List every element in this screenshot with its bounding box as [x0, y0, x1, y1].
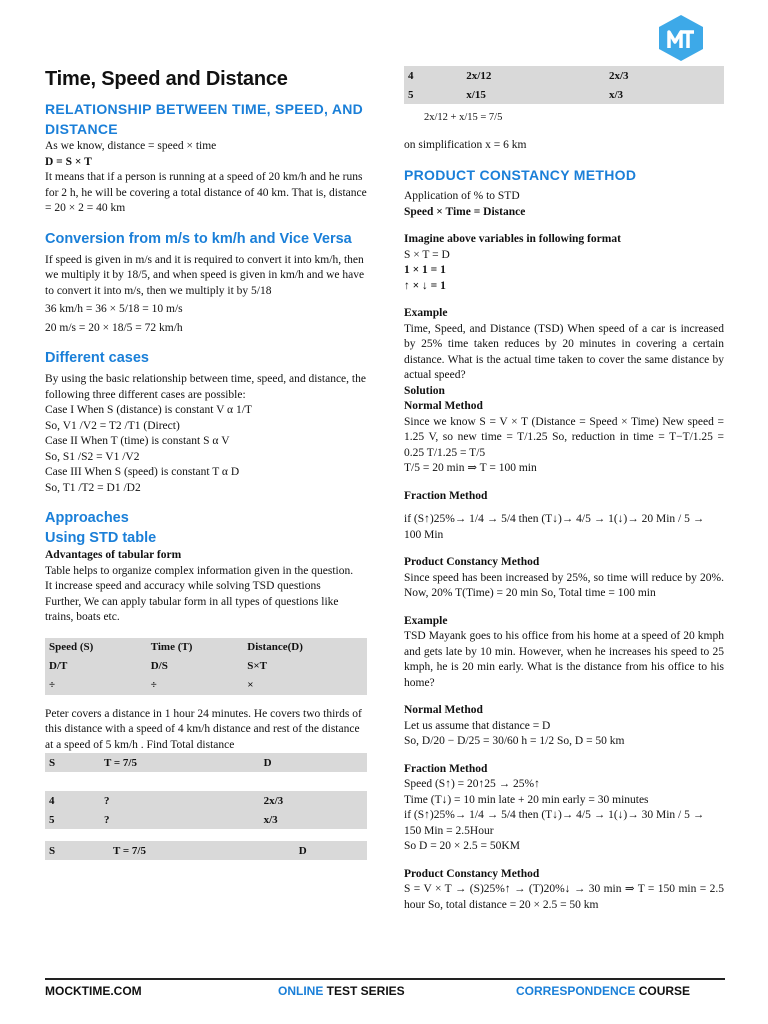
- table-cell: Distance(D): [243, 638, 367, 657]
- pc-line-2: Speed × Time = Distance: [404, 205, 526, 218]
- s4-line-3: Further, We can apply tabular form in all types of questions like trains, boats etc.: [45, 595, 339, 623]
- peter-equation: 2x/12 + x/15 = 7/5: [424, 112, 503, 123]
- simplification-line: on simplification x = 6 km: [404, 138, 527, 151]
- s4-line-2: It increase speed and accuracy while solving TSD questions: [45, 580, 321, 592]
- table-cell: D/T: [45, 657, 147, 676]
- s4-subheading: Advantages of tabular form: [45, 549, 182, 561]
- table-cell: Speed (S): [45, 638, 147, 657]
- std-table: [45, 638, 367, 695]
- left-column: [45, 60, 367, 860]
- section-cases-heading: Different cases: [45, 350, 149, 366]
- imagine-line-1: S × T = D: [404, 248, 450, 261]
- example-2-label: Example: [404, 614, 448, 627]
- table-row: [404, 66, 724, 85]
- table-cell: T = 7/5: [109, 841, 295, 860]
- s2-paragraph: If speed is given in m/s and it is required to convert it into km/h, then we multiply it by 18/5, and when speed is given in km/h and we have to convert it into m/s, then we multiply it by 5/18: [45, 253, 365, 297]
- s3-case1-so: So, V1 /V2 = T2 /T1 (Direct): [45, 419, 180, 432]
- s3-case3: Case III When S (speed) is constant T α D: [45, 466, 240, 478]
- example-1-label: Example: [404, 307, 448, 319]
- table-cell: 5: [45, 810, 100, 829]
- fraction-method-2-equation: if (S↑)25%→ 1/4 → 5/4 then (T↓)→ 4/5 → 1(↓)→ 30 Min / 5 → 150 Min = 2.5Hour: [404, 809, 705, 837]
- page-title: Time, Speed and Distance: [45, 68, 288, 90]
- footer-brand: MOCKTIME.COM: [45, 984, 142, 998]
- footer-course-label: COURSE: [638, 984, 691, 998]
- table-cell: S×T: [243, 657, 367, 676]
- table-cell: 4: [45, 791, 100, 810]
- mocktime-logo: [656, 14, 706, 62]
- table-cell: T = 7/5: [100, 753, 260, 772]
- s1-line-3: It means that if a person is running at a speed of 20 km/h and he runs for 2 h, he will be covering a total distance of 40 km. That is, distance = 20 × 2 = 40 km: [45, 171, 367, 214]
- footer-online-test-series: [278, 984, 405, 998]
- imagine-line-3: ↑ × ↓ = 1: [404, 279, 446, 292]
- section-product-constancy-heading: PRODUCT CONSTANCY METHOD: [404, 167, 637, 183]
- fraction-method-equation: if (S↑)25%→ 1/4 → 5/4 then (T↓)→ 4/5 → 1(↓)→ 20 Min / 5 → 100 Min: [404, 513, 705, 541]
- table-cell: 5: [404, 85, 462, 104]
- table-cell: Time (T): [147, 638, 244, 657]
- solution-label: Solution: [404, 384, 445, 397]
- fraction-method-2-label: Fraction Method: [404, 762, 488, 775]
- footer-online-label: ONLINE: [278, 984, 327, 998]
- peter-table-values: [404, 66, 724, 104]
- table-cell: S: [45, 753, 100, 772]
- peter-problem: Peter covers a distance in 1 hour 24 minutes. He covers two thirds of this distance with a speed of 4 km/h distance and rest of the distance at a speed of 5 km/h . Find Total distance: [45, 707, 362, 751]
- product-constancy-2-text: S = V × T → (S)25%↑ → (T)20%↓ → 30 min ⇒ T = 150 min = 2.5 hour So, total distance = 20 × 2.5 = 50 km: [404, 883, 724, 911]
- example-2-text: TSD Mayank goes to his office from his home at a speed of 20 kmph and gets late by 10 min. However, when he increases his speed to 25 kmph, he is 20 min early. What is the distance from his office to his home?: [404, 630, 724, 689]
- normal-method-label: Normal Method: [404, 400, 483, 412]
- fraction-method-2-line-2: Time (T↓) = 10 min late + 20 min early = 30 minutes: [404, 793, 649, 806]
- normal-method-text: Since we know S = V × T (Distance = Speed × Time) New speed = 1.25 V, so new time = T/1.25 So, reduction in time = T−T/1.25 = 0.25 T/1.25 = T/5: [404, 415, 724, 459]
- s2-equation-1: 36 km/h = 36 × 5/18 = 10 m/s: [45, 303, 183, 315]
- table-row: [45, 841, 367, 860]
- table-cell: 2x/12: [462, 66, 605, 85]
- s3-case1: Case I When S (distance) is constant V α 1/T: [45, 404, 252, 416]
- s3-paragraph: By using the basic relationship between time, speed, and distance, the following three different cases are possible:: [45, 373, 366, 401]
- normal-method-result: T/5 = 20 min ⇒ T = 100 min: [404, 462, 537, 474]
- right-column: [404, 66, 724, 913]
- section-approaches-heading: Approaches: [45, 510, 129, 526]
- fraction-method-2-line-1: Speed (S↑) = 20↑25 → 25%↑: [404, 778, 540, 790]
- s4-line-1: Table helps to organize complex information given in the question.: [45, 564, 354, 577]
- table-cell: x/3: [260, 810, 367, 829]
- normal-method-2-line-1: Let us assume that distance = D: [404, 719, 551, 732]
- table-cell: S: [45, 841, 109, 860]
- table-cell: 2x/3: [605, 66, 724, 85]
- imagine-line-2: 1 × 1 = 1: [404, 264, 446, 276]
- section-std-table-heading: Using STD table: [45, 530, 157, 546]
- fraction-method-2-result: So D = 20 × 2.5 = 50KM: [404, 840, 520, 852]
- fraction-method-label: Fraction Method: [404, 489, 488, 502]
- product-constancy-2-label: Product Constancy Method: [404, 867, 540, 880]
- peter-table-continued: [45, 841, 367, 860]
- table-cell: ÷: [147, 676, 244, 695]
- table-cell: D: [295, 841, 367, 860]
- footer-divider: [45, 978, 725, 980]
- page-footer: [0, 978, 768, 1024]
- s3-case2: Case II When T (time) is constant S α V: [45, 435, 230, 447]
- s1-formula: D = S × T: [45, 155, 92, 168]
- s1-line-1: As we know, distance = speed × time: [45, 140, 217, 152]
- normal-method-2-label: Normal Method: [404, 704, 483, 716]
- section-relationship-heading: RELATIONSHIP BETWEEN TIME, SPEED, AND DISTANCE: [45, 101, 364, 137]
- table-row: [45, 638, 367, 657]
- table-cell: 4: [404, 66, 462, 85]
- product-constancy-text: Since speed has been increased by 25%, so time will reduce by 20%. Now, 20% T(Time) = 20 min So, Total time = 100 min: [404, 571, 724, 599]
- s3-case2-so: So, S1 /S2 = V1 /V2: [45, 450, 140, 463]
- table-cell: D: [260, 753, 367, 772]
- table-cell: x/15: [462, 85, 605, 104]
- table-cell: ×: [243, 676, 367, 695]
- footer-correspondence-label: CORRESPONDENCE: [516, 984, 639, 998]
- table-row: [45, 791, 367, 810]
- pc-line-1: Application of % to STD: [404, 190, 520, 202]
- table-cell: ÷: [45, 676, 147, 695]
- imagine-heading: Imagine above variables in following format: [404, 233, 621, 245]
- example-1-text: Time, Speed, and Distance (TSD) When speed of a car is increased by 25% time taken reduces by 20 minutes in covering a certain distance. What is the actual time taken to cover the same distance by actual speed?: [404, 322, 724, 381]
- s3-case3-so: So, T1 /T2 = D1 /D2: [45, 481, 141, 494]
- table-row: [45, 810, 367, 829]
- normal-method-2-line-2: So, D/20 − D/25 = 30/60 h = 1/2 So, D = 50 km: [404, 735, 625, 747]
- peter-table: [45, 753, 367, 829]
- table-row: [45, 657, 367, 676]
- table-cell: D/S: [147, 657, 244, 676]
- table-row: [404, 85, 724, 104]
- table-cell: 2x/3: [260, 791, 367, 810]
- table-cell: x/3: [605, 85, 724, 104]
- product-constancy-label: Product Constancy Method: [404, 556, 540, 568]
- table-cell: ?: [100, 810, 260, 829]
- s2-equation-2: 20 m/s = 20 × 18/5 = 72 km/h: [45, 321, 183, 334]
- table-row: [45, 676, 367, 695]
- footer-test-series-label: TEST SERIES: [326, 984, 405, 998]
- footer-correspondence-course: [516, 984, 690, 998]
- table-row: [45, 753, 367, 772]
- section-conversion-heading: Conversion from m/s to km/h and Vice Versa: [45, 230, 352, 247]
- table-cell: ?: [100, 791, 260, 810]
